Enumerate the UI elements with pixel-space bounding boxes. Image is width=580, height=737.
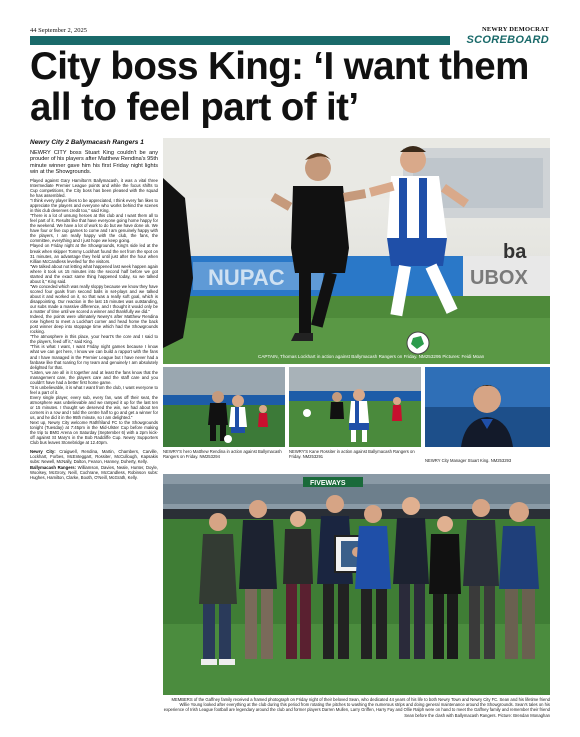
main-photo-illustration [163,138,550,364]
article-paragraph: Every single player, every sub, every fan, was off their seat, the atmosphere was unbelievable and we ramped it up for the last ten or 15 minutes. I thought we deserved the win, we had about ten corners in a row and I told the centre half to go and get a winner for us, and he did it in the 95th minute, so I am delighted." [30,394,158,421]
publication-name: NEWRY DEMOCRAT [481,26,549,33]
article-paragraph: "We talked about not letting what happened last week happen again where it took us 15 minutes into the second half before we got started and the exact same thing happened today, so we talked about it," King said. [30,263,158,284]
small-photo-manager [425,367,550,447]
article-column [30,139,158,480]
main-photo-caption: CAPTAIN, Thomas Lockhart in action against Ballymacash Rangers on Friday. NM253295 Pictures: Feidi Moan [258,354,485,359]
article-paragraph: "Listen, we are all in it together and at least the fans know that the management care, the players care and the staff care and you couldn't have had a better first home game. [30,369,158,385]
team-players: Craigwell, Rendina, Martin, Chambers, Carville, Lockhart, Forbes, McEnteggart, Rossiter, McCullough, Kapsakis subs: Newell, McNally, Dalton, Fearon, Hanney, Doherty, Kelly. [30,449,158,465]
article-paragraph: "It is unbelievable, it is what I want from the club, I want everyone to feel a part of it. [30,384,158,395]
article-paragraph: Played against Gary Hamilton's Ballymacash, it was a vital three Intermediate Premier League points and while the focus shifts to Cup competitions, the City boss has been pleased with the squad he has assembled. [30,177,158,199]
match-result: Newry City 2 Ballymacash Rangers 1 [30,139,144,146]
page-date: 44 September 2, 2025 [30,27,88,34]
team-name: Ballymacash Rangers: [30,464,77,470]
small-photo-2-caption: NEWRY'S Kane Rossiter in action against Ballymacash Rangers on Friday. NM253291 [289,449,415,460]
article-paragraph: "The atmosphere in this place, your heart's the core and I said to the players, feed off it," said King. [30,334,158,345]
article-paragraph: "There is a lot of unsung heroes at this club and I want them all to feel part of it. Results like that have everyone going home happy for the weekend. We have a lot of work to do but we have done ok. We have four or five cup games to come and I am genuinely happy with the players, I am really happy with the club, the fans, the committee, everything and I just hope we keep going. [30,213,158,244]
fiveways-board: FIVEWAYS [310,480,346,487]
sponsor-board: NUPAC [208,265,285,290]
headline: City boss King: ‘I want them all to feel part of it’ [30,45,529,129]
small-photo-1-caption: NEWRY'S hero Matthew Rendina in action against Ballymacash Rangers on Friday. NM253294 [163,449,282,460]
small-photo-rendina [163,367,285,447]
article-paragraph: Played on Friday night at the Showgrounds, King's side led at the break when skipper Tommy Lockhart found the net from the spot on 31 minutes, an advantage they held until just after the hour when Killian McCandless levelled for the visitors. [30,243,158,264]
article-paragraph: "We conceded which was really sloppy because we know they have scored four goals from second balls in set-plays and we talked about it and worked on it, so that was a really soft goal, which is disappointing. Our reaction in the last 15 minutes was outstanding, our subs made a massive difference, and I thought it would only be a matter of time until we scored a winner and thankfully we did." [30,283,158,315]
small-photo-3-illustration [425,367,550,447]
article-paragraph: "This is what I want, I want Friday night games because I know what we can get here, I know we can build a rapport with the fans and I have managed in the Premier League but I have never had a fanbase like that roaring for my team and genuinely I am absolutely delighted for that. [30,344,158,370]
small-photo-rossiter [289,367,421,447]
section-name: SCOREBOARD [466,34,549,46]
team-lineup [30,449,158,464]
page-header [0,0,580,44]
team-players: Williamson, Davies, Neale, Hunter, Doyle, Woolsey, McGrory, Neill, Cochrane, McCandless, Robinson subs: Hughes, Hamilton, Clarke, Booth, O'Neill, McGrath, Kelly. [30,464,159,480]
family-photo [163,474,550,695]
article-paragraph: Next up, Newry City welcome Rathfriland FC to the Showgrounds tonight (Tuesday) at 7:45pm in the Mid-Ulster Cup before making the trip to BMG Arena on Saturday (September 6) with a 2pm kick-off against St Mary's in the Bob Radcliffe Cup. Newry Supporters Club bus leaves Stonebridge at 12.40pm. [30,420,158,446]
sponsor-board-3: ba [503,241,527,263]
small-photo-2-illustration [289,367,421,447]
article-paragraph: Indeed, the points were ultimately Newry's after Matthew Rendina rose highest to meet a Lockhart corner and head home the back post winner deep into stoppage time which had the Showgrounds rocking. [30,314,158,335]
family-photo-caption: MEMBERS of the Gaffney family received a framed photograph on Friday night of their beloved Sean, who dedicated 44 years of his life to both Newry Town and Newry City FC. Sean and his lifetime friend Willie Young looked after everything at the club during this period from rotating the pitches to washing the numerous strips and doing general maintenance around the Showgrounds. Sean's tales on his experience of Irish League football are legendary around the club and former players Darren Mullen, Larry Griffen, Harry Fay and Ollie Ralph were on hand to meet the Gaffney family and remember their friend Sean before the clash with Ballymacash Rangers. Picture: Brendan Monaghan [163,697,550,718]
sponsor-board-2: UBOX [470,267,528,289]
lead-paragraph: NEWRY CITY boss Stuart King couldn't be any prouder of his players after Matthew Rendina's 95th minute winner gave him his first Friday night lights win at the Showgrounds. [30,149,158,176]
family-photo-illustration [163,474,550,695]
article-paragraph: "I think every player likes to be appreciated, I think every fan likes to appreciate the players and everyone who works behind the scenes in this club deserves credit too," said King. [30,198,158,214]
main-photo [163,138,550,364]
small-photo-3-caption: NEWRY City Manager Stuart King. NM253293 [425,458,512,463]
team-lineup [30,465,158,480]
team-name: Newry City: [30,449,56,455]
small-photo-1-illustration [163,367,285,447]
